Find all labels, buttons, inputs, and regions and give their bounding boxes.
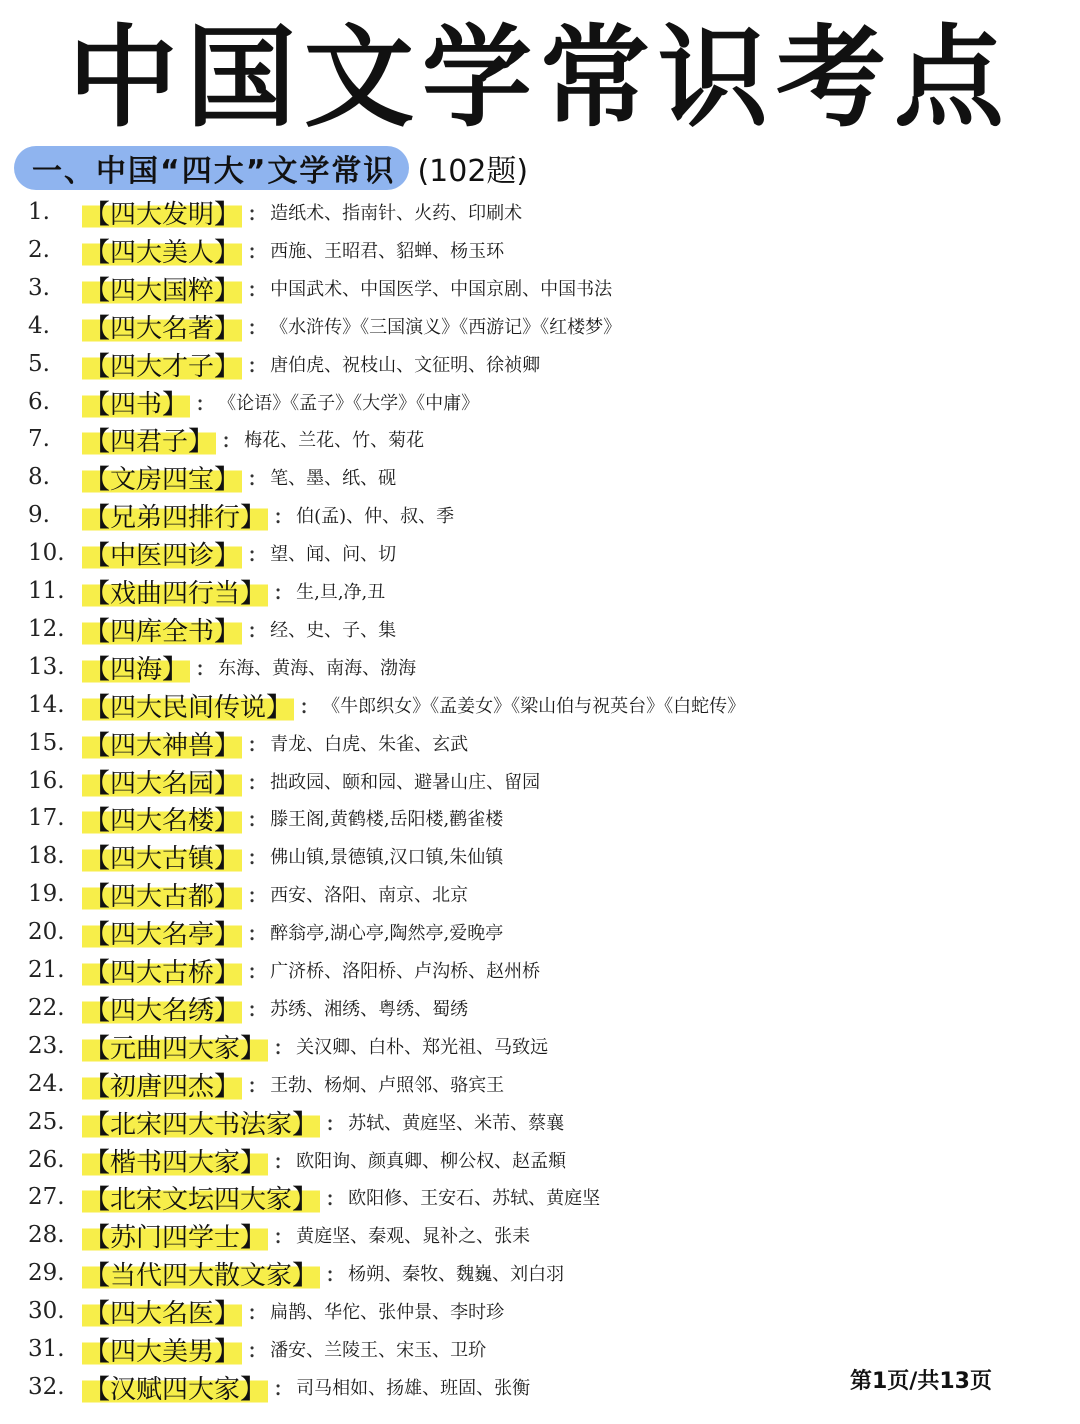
item-category-label: 【四海】 bbox=[84, 654, 189, 685]
list-item bbox=[0, 193, 1080, 231]
item-category-label: 【四大名绣】 bbox=[84, 995, 241, 1026]
item-separator: : bbox=[196, 653, 205, 681]
item-category-label: 【四大美男】 bbox=[84, 1336, 241, 1367]
item-category-label: 【初唐四杰】 bbox=[84, 1071, 241, 1102]
item-number: 19. bbox=[28, 881, 65, 907]
item-category-highlighted bbox=[82, 573, 268, 610]
item-category-label: 【当代四大散文家】 bbox=[84, 1260, 319, 1291]
item-category-label: 【四君子】 bbox=[84, 426, 215, 457]
item-number: 10. bbox=[28, 540, 65, 566]
list-item bbox=[0, 875, 1080, 913]
list-item bbox=[0, 1216, 1080, 1254]
item-category-highlighted bbox=[82, 1142, 268, 1179]
item-content: 扁鹊、华佗、张仲景、李时珍 bbox=[270, 1302, 505, 1323]
item-separator: : bbox=[248, 1070, 257, 1098]
list-item bbox=[0, 458, 1080, 496]
item-number: 22. bbox=[28, 995, 65, 1021]
page-title: 中国文学常识考点 bbox=[68, 14, 1012, 142]
item-content: 《论语》《孟子》《大学》《中庸》 bbox=[218, 393, 480, 414]
item-number: 8. bbox=[28, 464, 50, 490]
item-number: 30. bbox=[28, 1298, 65, 1324]
item-number: 2. bbox=[28, 237, 50, 263]
item-number: 15. bbox=[28, 730, 65, 756]
item-category-highlighted bbox=[82, 1028, 268, 1065]
item-content: 笔、墨、纸、砚 bbox=[270, 468, 397, 489]
item-category-label: 【北宋四大书法家】 bbox=[84, 1109, 319, 1140]
list-item bbox=[0, 1330, 1080, 1368]
item-content: 关汉卿、白朴、郑光祖、马致远 bbox=[296, 1037, 549, 1058]
item-number: 27. bbox=[28, 1184, 65, 1210]
item-category-label: 【四大神兽】 bbox=[84, 730, 241, 761]
item-content: 伯(孟)、仲、叔、季 bbox=[296, 506, 455, 527]
item-number: 20. bbox=[28, 919, 65, 945]
item-content: 青龙、白虎、朱雀、玄武 bbox=[270, 734, 469, 755]
item-content: 欧阳修、王安石、苏轼、黄庭坚 bbox=[348, 1188, 601, 1209]
item-category-highlighted bbox=[82, 194, 242, 231]
item-content: 司马相如、扬雄、班固、张衡 bbox=[296, 1378, 531, 1399]
item-category-highlighted bbox=[82, 421, 216, 458]
item-separator: : bbox=[248, 767, 257, 795]
item-separator: : bbox=[248, 994, 257, 1022]
section-header bbox=[14, 146, 528, 190]
list-item bbox=[0, 572, 1080, 610]
item-separator: : bbox=[248, 274, 257, 302]
item-separator: : bbox=[248, 350, 257, 378]
section-label: 一、中国“四大”文学常识 bbox=[14, 146, 409, 190]
item-category-label: 【四大名亭】 bbox=[84, 919, 241, 950]
item-category-highlighted bbox=[82, 1217, 268, 1254]
item-content: 苏轼、黄庭坚、米芾、蔡襄 bbox=[348, 1113, 565, 1134]
item-category-label: 【文房四宝】 bbox=[84, 464, 241, 495]
item-number: 21. bbox=[28, 957, 65, 983]
item-content: 西施、王昭君、貂蝉、杨玉环 bbox=[270, 241, 505, 262]
item-category-label: 【四库全书】 bbox=[84, 616, 241, 647]
item-category-highlighted bbox=[82, 270, 242, 307]
item-category-highlighted bbox=[82, 1331, 242, 1368]
item-category-label: 【四大国粹】 bbox=[84, 275, 241, 306]
list-item bbox=[0, 913, 1080, 951]
item-separator: : bbox=[248, 1335, 257, 1363]
item-category-highlighted bbox=[82, 876, 242, 913]
item-category-label: 【四大名著】 bbox=[84, 313, 241, 344]
item-category-highlighted bbox=[82, 459, 242, 496]
item-category-highlighted bbox=[82, 535, 242, 572]
item-number: 11. bbox=[28, 578, 65, 604]
item-separator: : bbox=[274, 1146, 283, 1174]
item-separator: : bbox=[248, 539, 257, 567]
list-item bbox=[0, 799, 1080, 837]
item-category-label: 【元曲四大家】 bbox=[84, 1033, 267, 1064]
item-separator: : bbox=[248, 842, 257, 870]
item-separator: : bbox=[248, 918, 257, 946]
item-content: 黄庭坚、秦观、晁补之、张耒 bbox=[296, 1226, 531, 1247]
list-item bbox=[0, 534, 1080, 572]
item-category-label: 【四大名园】 bbox=[84, 768, 241, 799]
item-content: 王勃、杨炯、卢照邻、骆宾王 bbox=[270, 1075, 505, 1096]
item-content: 《水浒传》《三国演义》《西游记》《红楼梦》 bbox=[270, 317, 622, 338]
item-number: 7. bbox=[28, 426, 50, 452]
item-category-highlighted bbox=[82, 649, 190, 686]
item-separator: : bbox=[222, 425, 231, 453]
item-category-label: 【中医四诊】 bbox=[84, 540, 241, 571]
item-category-highlighted bbox=[82, 1369, 268, 1406]
item-separator: : bbox=[274, 577, 283, 605]
item-content: 苏绣、湘绣、粤绣、蜀绣 bbox=[270, 999, 469, 1020]
item-number: 26. bbox=[28, 1147, 65, 1173]
item-category-highlighted bbox=[82, 914, 242, 951]
item-category-label: 【四大名医】 bbox=[84, 1298, 241, 1329]
item-category-label: 【四大美人】 bbox=[84, 237, 241, 268]
item-category-highlighted bbox=[82, 1293, 242, 1330]
item-category-highlighted bbox=[82, 497, 268, 534]
page-indicator: 第1页/共13页 bbox=[850, 1369, 992, 1394]
item-content: 佛山镇,景德镇,汉口镇,朱仙镇 bbox=[270, 847, 504, 868]
list-item bbox=[0, 762, 1080, 800]
item-number: 3. bbox=[28, 275, 50, 301]
item-number: 13. bbox=[28, 654, 65, 680]
item-separator: : bbox=[326, 1183, 335, 1211]
item-category-label: 【四大才子】 bbox=[84, 351, 241, 382]
item-category-label: 【四大名楼】 bbox=[84, 805, 241, 836]
list-item bbox=[0, 269, 1080, 307]
item-separator: : bbox=[274, 1032, 283, 1060]
item-category-highlighted bbox=[82, 687, 294, 724]
item-content: 潘安、兰陵王、宋玉、卫玠 bbox=[270, 1340, 487, 1361]
item-content: 唐伯虎、祝枝山、文征明、徐祯卿 bbox=[270, 355, 541, 376]
list-item bbox=[0, 496, 1080, 534]
item-category-label: 【四大古都】 bbox=[84, 881, 241, 912]
item-number: 28. bbox=[28, 1222, 65, 1248]
item-content: 生,旦,净,丑 bbox=[296, 582, 386, 603]
list-item bbox=[0, 383, 1080, 421]
item-category-highlighted bbox=[82, 952, 242, 989]
item-number: 18. bbox=[28, 843, 65, 869]
item-separator: : bbox=[248, 198, 257, 226]
item-category-highlighted bbox=[82, 611, 242, 648]
item-separator: : bbox=[274, 501, 283, 529]
item-category-highlighted bbox=[82, 763, 242, 800]
list-item bbox=[0, 420, 1080, 458]
item-content: 欧阳询、颜真卿、柳公权、赵孟頫 bbox=[296, 1151, 567, 1172]
item-content: 醉翁亭,湖心亭,陶然亭,爱晚亭 bbox=[270, 923, 504, 944]
item-number: 23. bbox=[28, 1033, 65, 1059]
item-number: 24. bbox=[28, 1071, 65, 1097]
item-category-label: 【兄弟四排行】 bbox=[84, 502, 267, 533]
item-separator: : bbox=[248, 1297, 257, 1325]
item-content: 杨朔、秦牧、魏巍、刘白羽 bbox=[348, 1264, 565, 1285]
list-item bbox=[0, 231, 1080, 269]
list-item bbox=[0, 989, 1080, 1027]
item-content: 经、史、子、集 bbox=[270, 620, 397, 641]
list-item bbox=[0, 1065, 1080, 1103]
item-content: 东海、黄海、南海、渤海 bbox=[218, 658, 417, 679]
item-content: 梅花、兰花、竹、菊花 bbox=[244, 430, 425, 451]
item-separator: : bbox=[248, 615, 257, 643]
item-number: 14. bbox=[28, 692, 65, 718]
item-number: 5. bbox=[28, 351, 50, 377]
item-category-label: 【戏曲四行当】 bbox=[84, 578, 267, 609]
item-content: 滕王阁,黄鹤楼,岳阳楼,鹳雀楼 bbox=[270, 809, 504, 830]
list-item bbox=[0, 610, 1080, 648]
list-item bbox=[0, 951, 1080, 989]
item-number: 1. bbox=[28, 199, 50, 225]
item-category-highlighted bbox=[82, 346, 242, 383]
item-category-highlighted bbox=[82, 232, 242, 269]
item-category-highlighted bbox=[82, 1179, 320, 1216]
item-number: 31. bbox=[28, 1336, 65, 1362]
list-item bbox=[0, 1178, 1080, 1216]
item-separator: : bbox=[300, 691, 309, 719]
item-number: 9. bbox=[28, 502, 50, 528]
item-category-label: 【四大古镇】 bbox=[84, 843, 241, 874]
item-separator: : bbox=[248, 312, 257, 340]
list-item bbox=[0, 1027, 1080, 1065]
list-item bbox=[0, 648, 1080, 686]
item-number: 16. bbox=[28, 768, 65, 794]
list-item bbox=[0, 686, 1080, 724]
item-separator: : bbox=[248, 880, 257, 908]
item-number: 32. bbox=[28, 1374, 65, 1400]
item-separator: : bbox=[274, 1221, 283, 1249]
item-content: 望、闻、问、切 bbox=[270, 544, 397, 565]
item-category-label: 【楷书四大家】 bbox=[84, 1147, 267, 1178]
list-item bbox=[0, 837, 1080, 875]
item-content: 中国武术、中国医学、中国京剧、中国书法 bbox=[270, 279, 613, 300]
item-separator: : bbox=[196, 388, 205, 416]
item-category-highlighted bbox=[82, 1255, 320, 1292]
item-category-highlighted bbox=[82, 800, 242, 837]
list-item bbox=[0, 1254, 1080, 1292]
item-category-highlighted bbox=[82, 1104, 320, 1141]
item-category-label: 【汉赋四大家】 bbox=[84, 1374, 267, 1405]
item-category-highlighted bbox=[82, 1066, 242, 1103]
item-category-label: 【四大民间传说】 bbox=[84, 692, 293, 723]
item-category-label: 【苏门四学士】 bbox=[84, 1222, 267, 1253]
item-separator: : bbox=[248, 236, 257, 264]
list-item bbox=[0, 724, 1080, 762]
item-number: 17. bbox=[28, 805, 65, 831]
item-category-highlighted bbox=[82, 990, 242, 1027]
list-item bbox=[0, 345, 1080, 383]
item-content: 造纸术、指南针、火药、印刷术 bbox=[270, 203, 523, 224]
item-separator: : bbox=[248, 729, 257, 757]
list-item bbox=[0, 307, 1080, 345]
item-number: 4. bbox=[28, 313, 50, 339]
item-separator: : bbox=[326, 1108, 335, 1136]
item-separator: : bbox=[248, 463, 257, 491]
item-content: 拙政园、颐和园、避暑山庄、留园 bbox=[270, 772, 541, 793]
item-separator: : bbox=[274, 1373, 283, 1401]
item-content: 广济桥、洛阳桥、卢沟桥、赵州桥 bbox=[270, 961, 541, 982]
item-category-highlighted bbox=[82, 384, 190, 421]
item-content: 西安、洛阳、南京、北京 bbox=[270, 885, 469, 906]
item-content: 《牛郎织女》《孟姜女》《梁山伯与祝英台》《白蛇传》 bbox=[322, 696, 746, 717]
section-count: (102题) bbox=[417, 154, 529, 189]
item-separator: : bbox=[326, 1259, 335, 1287]
item-number: 25. bbox=[28, 1109, 65, 1135]
item-number: 29. bbox=[28, 1260, 65, 1286]
item-category-label: 【四大发明】 bbox=[84, 199, 241, 230]
item-number: 12. bbox=[28, 616, 65, 642]
item-separator: : bbox=[248, 956, 257, 984]
item-category-highlighted bbox=[82, 308, 242, 345]
list-item bbox=[0, 1292, 1080, 1330]
item-category-label: 【北宋文坛四大家】 bbox=[84, 1184, 319, 1215]
item-number: 6. bbox=[28, 389, 50, 415]
item-category-label: 【四书】 bbox=[84, 389, 189, 420]
item-category-highlighted bbox=[82, 725, 242, 762]
item-category-highlighted bbox=[82, 838, 242, 875]
item-category-label: 【四大古桥】 bbox=[84, 957, 241, 988]
list-item bbox=[0, 1103, 1080, 1141]
list-item bbox=[0, 1141, 1080, 1179]
item-separator: : bbox=[248, 804, 257, 832]
